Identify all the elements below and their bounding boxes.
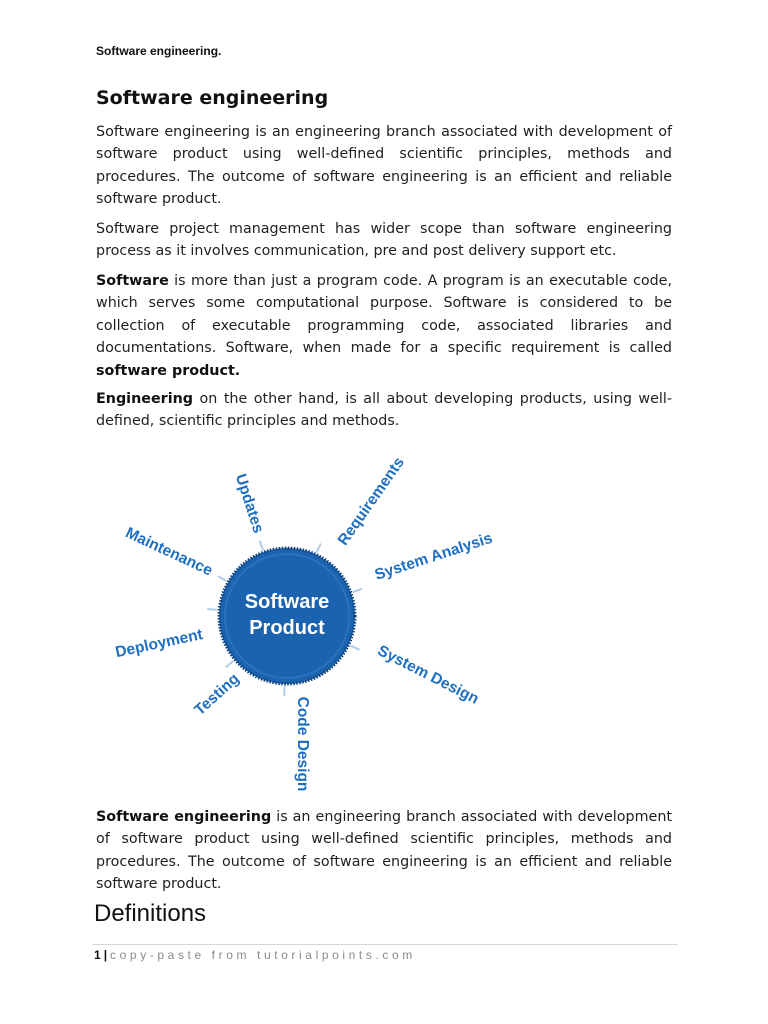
spoke-line (353, 589, 362, 592)
paragraph-engineering-text: on the other hand, is all about developing products, using well-defined, scientific principles and methods. (96, 391, 672, 430)
spoke-line (260, 541, 263, 550)
paragraph-engineering (96, 388, 672, 433)
paragraph-software-engineering (96, 806, 672, 896)
center-label-line1: Software (244, 591, 330, 613)
label-requirements: Requirements (334, 454, 408, 549)
definitions-heading: Definitions (94, 900, 207, 927)
label-system-analysis: System Analysis (372, 529, 495, 584)
paragraph-software-engineering-text: is an engineering branch associated with development of software product using well-defined scientific principles, methods and procedures. The outcome of software engineering is an efficient and reliable software product. (96, 809, 672, 893)
center-circle (219, 548, 355, 684)
label-testing: Testing (191, 670, 243, 720)
label-code-design: Code Design (294, 696, 311, 792)
center-label-line2: Product (249, 617, 325, 639)
document-header: Software engineering. (96, 44, 222, 58)
footer-divider (92, 944, 678, 945)
page-number: 1 (94, 948, 101, 962)
paragraph-software (96, 270, 672, 382)
paragraph-intro: Software engineering is an engineering branch associated with development of software product using well-defined scientific principles, methods and procedures. The outcome of software engineering is an efficient and reliable software product. (96, 124, 672, 208)
term-engineering: Engineering (96, 391, 194, 407)
term-software-product: software product. (96, 362, 241, 379)
paragraph-project-management: Software project management has wider scope than software engineering process as it involves communication, pre and post delivery support etc. (96, 221, 672, 260)
spoke-line (218, 576, 227, 581)
paragraph-software-text: is more than just a program code. A program is an executable code, which serves some computational purpose. Software is considered to be collection of executable programming code, associated libraries and documentations. Software, when made for a specific requirement is called (96, 273, 672, 357)
page-footer (94, 948, 416, 962)
footer-source: copy-paste from tutorialpoints.com (110, 948, 416, 962)
spoke-line (207, 609, 217, 610)
spoke-line (317, 543, 321, 552)
label-updates: Updates (231, 471, 267, 536)
section-title: Software engineering (96, 87, 329, 109)
term-software-engineering: Software engineering (96, 809, 272, 825)
label-deployment: Deployment (113, 626, 205, 662)
spoke-line (226, 661, 234, 667)
spoke-line (350, 646, 359, 650)
label-maintenance: Maintenance (122, 524, 216, 580)
software-product-diagram (90, 438, 530, 808)
term-software: Software (96, 273, 169, 289)
footer-separator: | (103, 948, 108, 962)
label-system-design: System Design (374, 642, 482, 708)
